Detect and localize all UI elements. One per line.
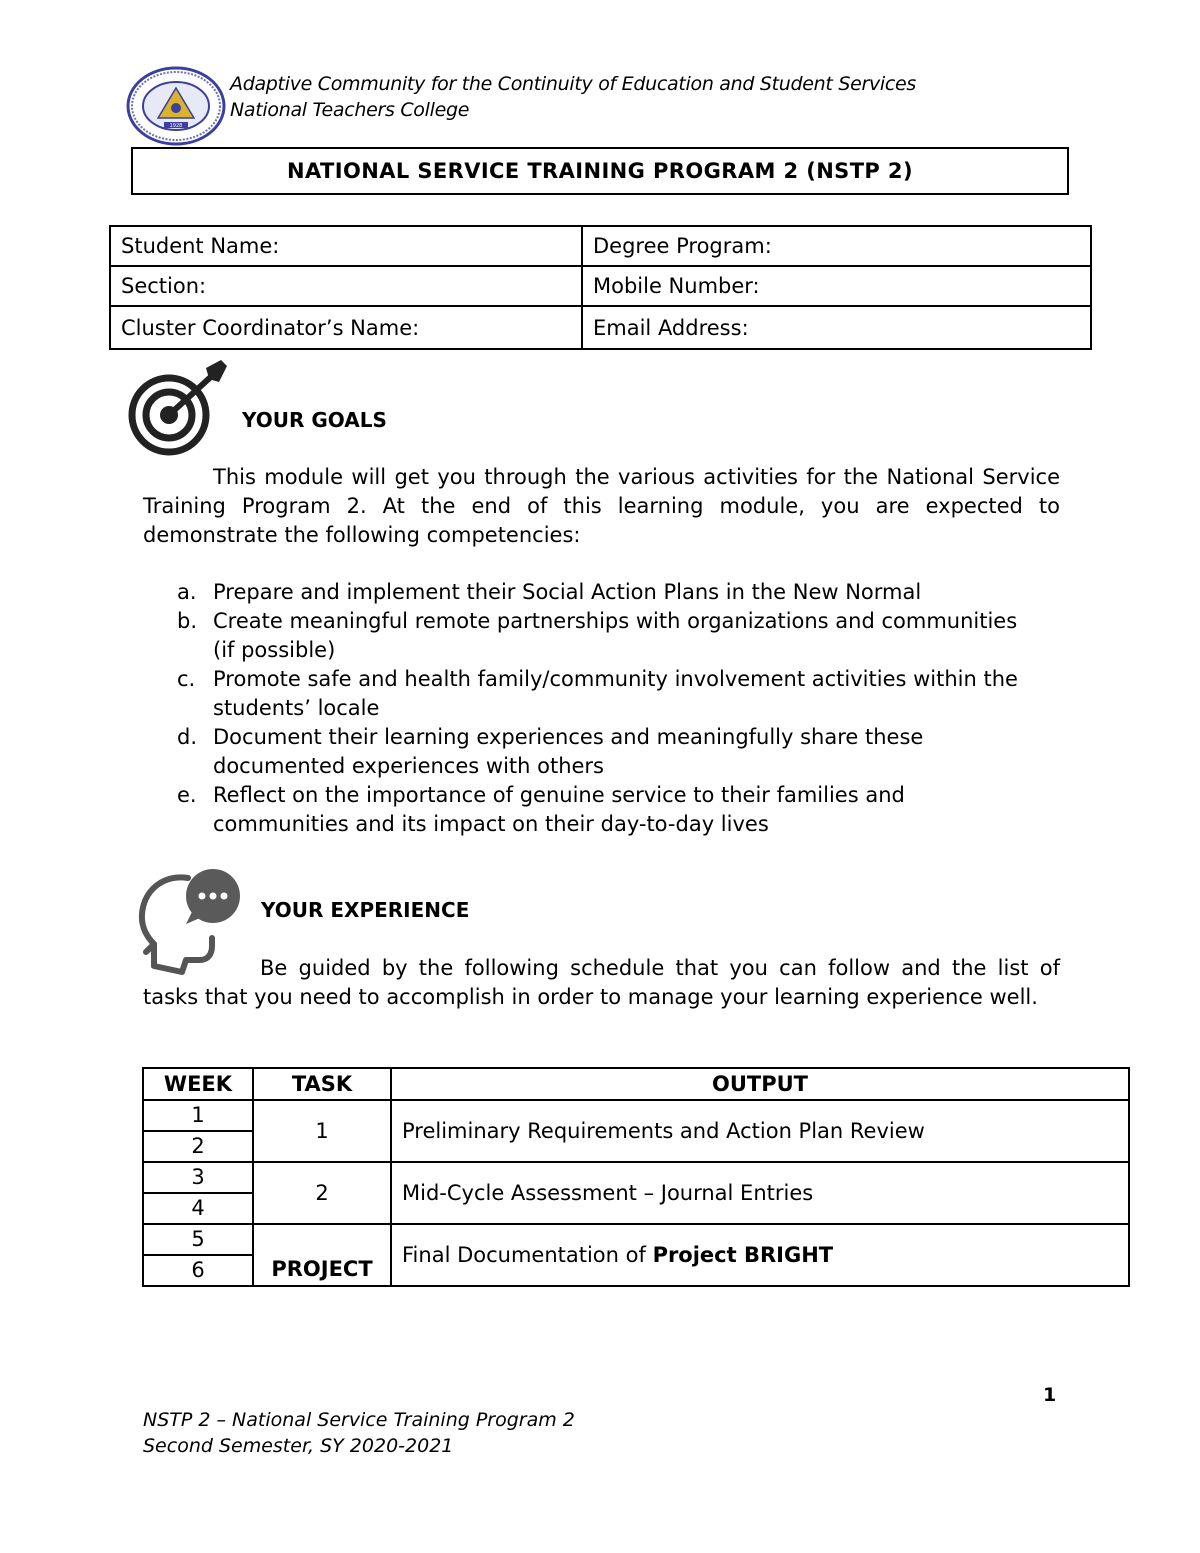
- degree-program-field[interactable]: Degree Program:: [582, 226, 1091, 266]
- week-cell: 6: [143, 1255, 253, 1286]
- output-cell: Preliminary Requirements and Action Plan Review: [391, 1100, 1129, 1162]
- list-item: d. Document their learning experiences and meaningfully share these documented experiences with others: [177, 725, 924, 778]
- week-cell: 3: [143, 1162, 253, 1193]
- college-seal-logo: [126, 66, 226, 146]
- list-item: a. Prepare and implement their Social Action Plans in the New Normal: [177, 580, 922, 604]
- week-cell: 1: [143, 1100, 253, 1131]
- header-tagline: Adaptive Community for the Continuity of Education and Student Services: [230, 73, 917, 95]
- table-row: [143, 1162, 1129, 1193]
- output-cell: Mid-Cycle Assessment – Journal Entries: [391, 1162, 1129, 1224]
- week-cell: 5: [143, 1224, 253, 1255]
- student-name-field[interactable]: Student Name:: [110, 226, 582, 266]
- student-info-table: [109, 225, 1092, 350]
- task-header: TASK: [253, 1068, 391, 1100]
- competency-list: [143, 578, 1043, 839]
- list-item: e. Reflect on the importance of genuine service to their families and communities and its impact on their day-to-day lives: [177, 783, 905, 836]
- list-item: b. Create meaningful remote partnerships with organizations and communities (if possible): [177, 609, 1018, 662]
- table-row: [143, 1100, 1129, 1131]
- week-cell: 2: [143, 1131, 253, 1162]
- output-cell: Final Documentation of Project BRIGHT: [391, 1224, 1129, 1286]
- output-header: OUTPUT: [391, 1068, 1129, 1100]
- coordinator-name-field[interactable]: Cluster Coordinator’s Name:: [110, 306, 582, 349]
- svg-text:1928: 1928: [169, 123, 183, 129]
- header-college-name: National Teachers College: [230, 99, 470, 121]
- table-row: [143, 1224, 1129, 1255]
- goals-intro: This module will get you through the various activities for the National Service Training Program 2. At the end of this learning module, you are expected to demonstrate the following competencies:: [143, 465, 1060, 547]
- email-address-field[interactable]: Email Address:: [582, 306, 1091, 349]
- page-number: 1: [1043, 1384, 1057, 1406]
- section-field[interactable]: Section:: [110, 266, 582, 306]
- task-cell: 2: [253, 1162, 391, 1224]
- footer-course: NSTP 2 – National Service Training Program 2: [143, 1409, 575, 1431]
- page-title: NATIONAL SERVICE TRAINING PROGRAM 2 (NSTP 2): [131, 147, 1069, 195]
- week-header: WEEK: [143, 1068, 253, 1100]
- target-icon: [126, 358, 230, 458]
- mobile-number-field[interactable]: Mobile Number:: [582, 266, 1091, 306]
- footer-semester: Second Semester, SY 2020-2021: [143, 1435, 454, 1457]
- project-name: Project BRIGHT: [652, 1243, 834, 1267]
- schedule-table: [142, 1067, 1130, 1287]
- task-cell: PROJECT: [253, 1224, 391, 1286]
- task-cell: 1: [253, 1100, 391, 1162]
- experience-intro: Be guided by the following schedule that you can follow and the list of tasks that you need to accomplish in order to manage your learning experience well.: [143, 956, 1060, 1009]
- experience-heading: YOUR EXPERIENCE: [261, 898, 470, 922]
- week-cell: 4: [143, 1193, 253, 1224]
- list-item: c. Promote safe and health family/community involvement activities within the students’ locale: [177, 667, 1018, 720]
- goals-heading: YOUR GOALS: [242, 408, 387, 432]
